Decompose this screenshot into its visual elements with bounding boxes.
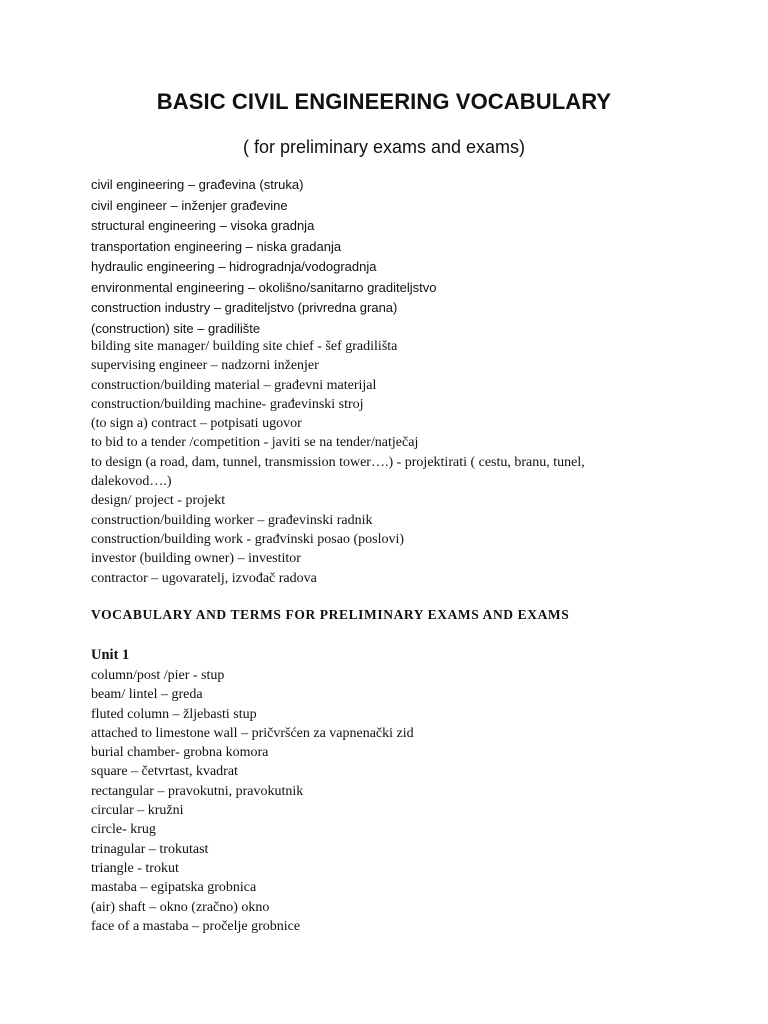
list-item: face of a mastaba – pročelje grobnice [91,918,301,934]
list-item: circle- krug [91,822,156,838]
list-item: construction/building machine- građevinski stroj [91,396,364,412]
list-item: (construction) site – gradilište [91,320,261,336]
list-item: trinagular – trokutast [91,841,209,857]
list-item: environmental engineering – okolišno/sanitarno graditeljstvo [91,279,437,295]
list-item: (to sign a) contract – potpisati ugovor [91,416,302,432]
list-item: attached to limestone wall – pričvršćen za vapnenački zid [91,725,414,741]
list-item: to design (a road, dam, tunnel, transmission tower….) - projektirati ( cestu, branu, tunel, dalekovod….) [91,454,585,490]
list-item: (air) shaft – okno (zračno) okno [91,899,270,915]
section-heading: VOCABULARY AND TERMS FOR PRELIMINARY EXAMS AND EXAMS [91,607,570,622]
page-subtitle: ( for preliminary exams and exams) [242,137,526,157]
list-item: civil engineer – inženjer građevine [91,197,288,213]
list-item: bilding site manager/ building site chief - šef gradilišta [91,339,398,354]
unit1-terms-list [91,666,691,936]
list-item: mastaba – egipatska grobnica [91,880,257,896]
list-item: contractor – ugovaratelj, izvođač radova [91,570,317,586]
list-item: to bid to a tender /competition - javiti se na tender/natječaj [91,435,419,451]
list-item: construction/building work - građvinski posao (poslovi) [91,531,405,547]
list-item: fluted column – žljebasti stup [91,706,257,722]
page-title: BASIC CIVIL ENGINEERING VOCABULARY [156,89,612,114]
list-item: supervising engineer – nadzorni inženjer [91,358,319,374]
list-item: circular – kružni [91,803,184,819]
list-item: design/ project - projekt [91,493,226,509]
list-item: construction/building material – građevni materijal [91,377,377,393]
list-item: burial chamber- grobna komora [91,745,269,761]
list-item: beam/ lintel – greda [91,687,203,703]
list-item: hydraulic engineering – hidrogradnja/vodogradnja [91,259,377,274]
list-item: construction industry – graditeljstvo (privredna grana) [91,300,398,315]
list-item: column/post /pier - stup [91,668,225,683]
list-item: rectangular – pravokutni, pravokutnik [91,783,304,799]
list-item: investor (building owner) – investitor [91,551,301,567]
basic-terms-list [91,175,691,339]
list-item: triangle - trokut [91,860,179,876]
list-item: square – četvrtast, kvadrat [91,764,238,780]
list-item: construction/building worker – građevinski radnik [91,512,373,528]
unit-heading: Unit 1 [91,647,130,663]
more-terms-list [91,337,691,588]
list-item: structural engineering – visoka gradnja [91,218,315,233]
list-item: civil engineering – građevina (struka) [91,177,304,192]
list-item: transportation engineering – niska gradanja [91,238,342,254]
